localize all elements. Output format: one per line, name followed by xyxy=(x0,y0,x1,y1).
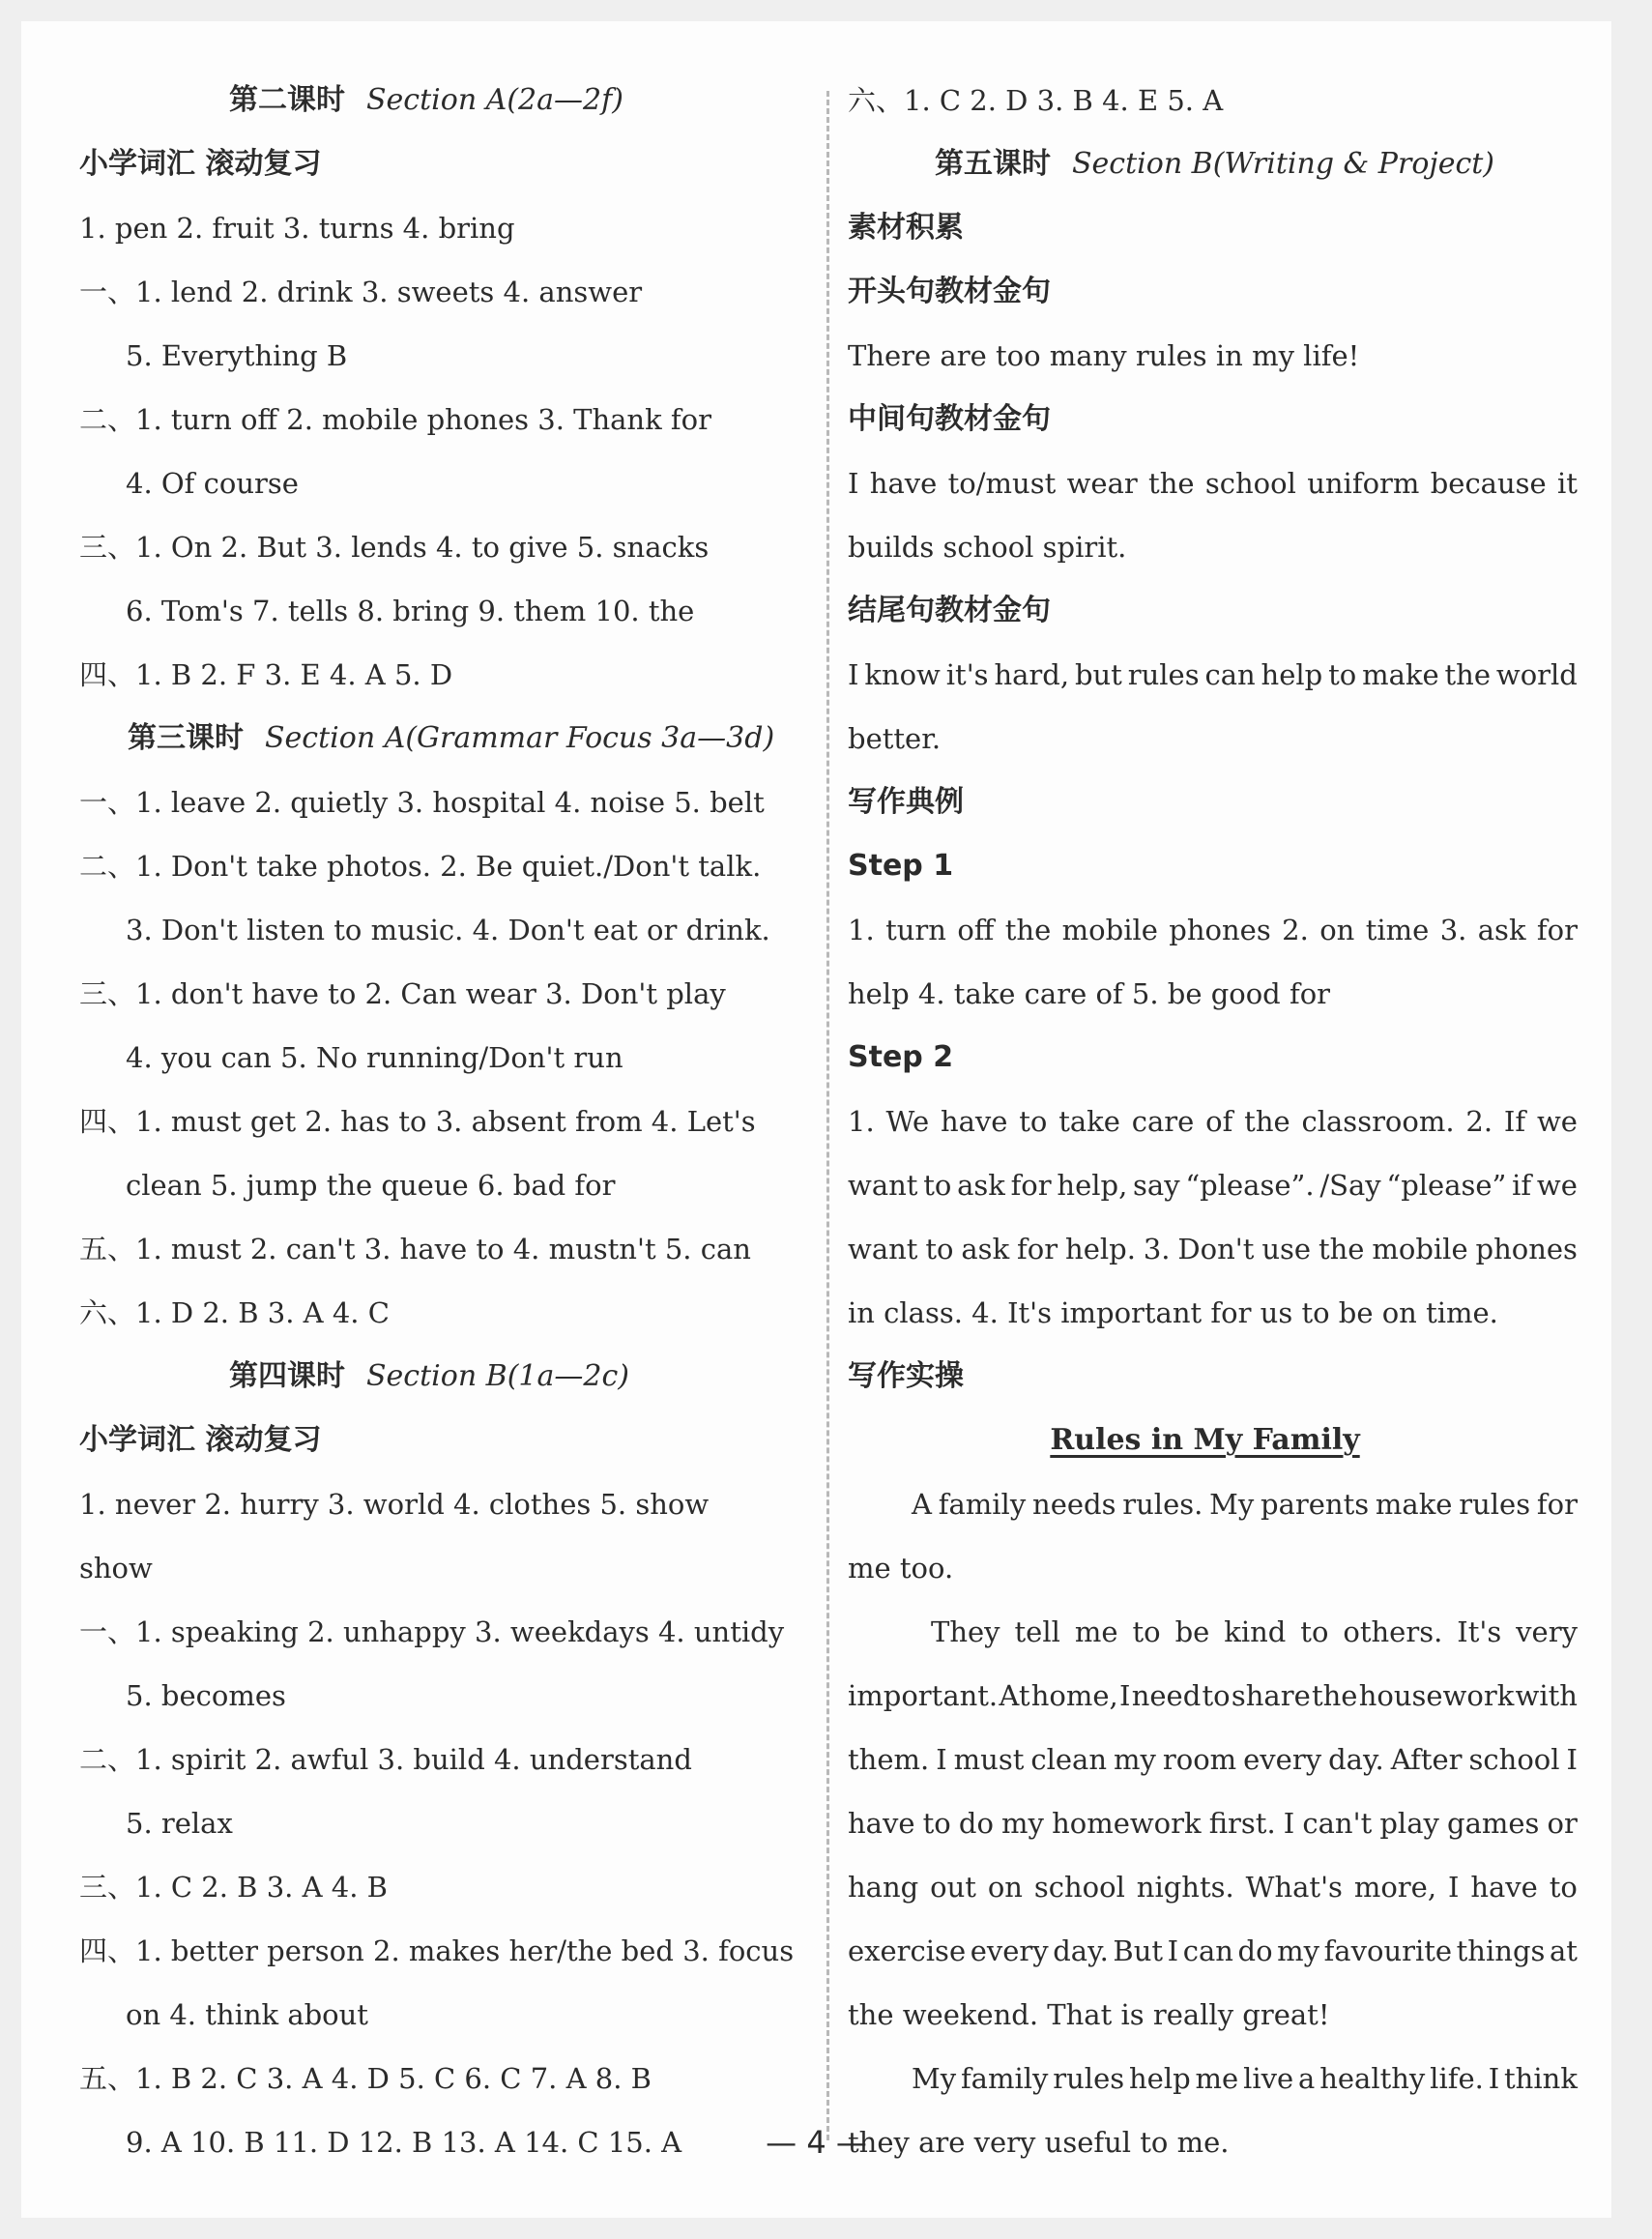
left-line: 三、1. don't have to 2. Can wear 3. Don't play xyxy=(79,977,726,1010)
word: My xyxy=(1209,1488,1255,1521)
word: make xyxy=(1375,1488,1453,1521)
word: wear xyxy=(1066,467,1138,500)
lesson-label: 第五课时 xyxy=(935,147,1051,181)
right-line xyxy=(848,1676,1578,1715)
right-line xyxy=(848,464,1578,503)
word: world xyxy=(1495,658,1578,691)
right-line xyxy=(848,1166,1578,1205)
word: My xyxy=(912,2062,957,2095)
word: 2. xyxy=(1465,1105,1493,1138)
word: for xyxy=(1536,914,1578,946)
word: for xyxy=(1017,1233,1058,1265)
word: needs xyxy=(1032,1488,1116,1521)
word: to xyxy=(923,1169,952,1202)
word: have xyxy=(848,1807,915,1840)
word: ask xyxy=(957,1169,1005,1202)
word: do xyxy=(958,1807,994,1840)
right-line: in class. 4. It's important for us to be on time. xyxy=(848,1296,1498,1329)
word: a xyxy=(1298,2062,1316,2095)
word: rules xyxy=(1053,2062,1125,2095)
word: “please”. xyxy=(1185,1169,1315,1202)
word: If xyxy=(1503,1105,1526,1138)
word: the xyxy=(1311,1679,1358,1712)
lesson-label: 第三课时 xyxy=(128,721,244,755)
section-label: Section B(Writing & Project) xyxy=(1072,147,1495,181)
word: with xyxy=(1515,1679,1578,1712)
word: school xyxy=(1033,1871,1125,1904)
word: I xyxy=(936,1743,947,1776)
lesson-heading xyxy=(128,719,774,758)
word: rules. xyxy=(1122,1488,1203,1521)
word: me xyxy=(1074,1615,1118,1648)
word: know xyxy=(864,658,941,691)
word: on xyxy=(987,1871,1023,1904)
word: play xyxy=(1379,1807,1439,1840)
word: ask xyxy=(1477,914,1526,946)
left-line: on 4. think about xyxy=(126,1998,368,2031)
section-heading: 小学词汇 滚动复习 xyxy=(79,147,322,181)
word: have xyxy=(940,1105,1008,1138)
word: I xyxy=(1566,1743,1578,1776)
right-line xyxy=(848,1230,1578,1268)
word: to xyxy=(925,1233,954,1265)
word: help xyxy=(1128,2062,1191,2095)
lesson-heading xyxy=(229,1357,629,1396)
word: kind xyxy=(1224,1615,1287,1648)
word: it's xyxy=(945,658,989,691)
word: for xyxy=(1536,1488,1578,1521)
section-label: Section A(Grammar Focus 3a—3d) xyxy=(265,721,775,755)
left-line: 一、1. lend 2. drink 3. sweets 4. answer xyxy=(79,276,643,308)
right-line xyxy=(931,1613,1578,1651)
word: use xyxy=(1261,1233,1312,1265)
word: the xyxy=(1244,1105,1290,1138)
left-line: 四、1. better person 2. makes her/the bed 3. focus xyxy=(79,1934,795,1967)
right-line xyxy=(848,655,1578,694)
word: turn xyxy=(885,914,946,946)
word: help, xyxy=(1057,1169,1128,1202)
right-line xyxy=(848,1932,1578,1970)
word: hang xyxy=(848,1871,919,1904)
left-line: 6. Tom's 7. tells 8. bring 9. them 10. the xyxy=(126,595,695,627)
word: think xyxy=(1504,2062,1578,2095)
word: day. xyxy=(1328,1743,1384,1776)
word: I xyxy=(848,658,859,691)
word: Don't xyxy=(1177,1233,1255,1265)
word: off xyxy=(957,914,995,946)
word: live xyxy=(1243,2062,1294,2095)
word: 3. xyxy=(1439,914,1467,946)
right-line xyxy=(848,1868,1578,1906)
word: I xyxy=(1283,1807,1295,1840)
section-heading: 素材积累 xyxy=(848,211,964,245)
word: it xyxy=(1557,467,1578,500)
word: but xyxy=(1074,658,1122,691)
left-line: clean 5. jump the queue 6. bad for xyxy=(126,1169,616,1202)
word: need xyxy=(1131,1679,1202,1712)
word: care xyxy=(1131,1105,1195,1138)
word: mobile xyxy=(1372,1233,1468,1265)
word: if xyxy=(1512,1169,1532,1202)
left-line: 二、1. turn off 2. mobile phones 3. Thank for xyxy=(79,403,711,436)
lesson-label: 第四课时 xyxy=(229,1359,345,1393)
right-line: There are too many rules in my life! xyxy=(848,339,1360,372)
word: of xyxy=(1205,1105,1233,1138)
right-line: they are very useful to me. xyxy=(848,2126,1230,2159)
word: room xyxy=(1162,1743,1237,1776)
word: do xyxy=(1237,1934,1273,1967)
right-line: me too. xyxy=(848,1552,954,1585)
word: It's xyxy=(1457,1615,1502,1648)
word: for xyxy=(1010,1169,1052,1202)
word: them. xyxy=(848,1743,930,1776)
left-line: 一、1. leave 2. quietly 3. hospital 4. noise 5. belt xyxy=(79,786,765,819)
word: be xyxy=(1174,1615,1210,1648)
word: What's xyxy=(1245,1871,1343,1904)
word: first. xyxy=(1208,1807,1276,1840)
word: must xyxy=(953,1743,1025,1776)
essay-title: Rules in My Family xyxy=(1050,1423,1360,1457)
word: out xyxy=(930,1871,976,1904)
word: exercise xyxy=(848,1934,967,1967)
section-label: Section A(2a—2f) xyxy=(366,83,623,117)
word: But xyxy=(1113,1934,1164,1967)
step-label: Step 1 xyxy=(848,849,954,883)
word: to/must xyxy=(947,467,1057,500)
word: mobile xyxy=(1061,914,1158,946)
step-label: Step 2 xyxy=(848,1040,954,1074)
column-divider xyxy=(826,91,829,2140)
word: At xyxy=(999,1679,1030,1712)
left-line: 三、1. On 2. But 3. lends 4. to give 5. snacks xyxy=(79,531,710,564)
word: have xyxy=(869,467,938,500)
word: my xyxy=(1277,1934,1319,1967)
section-heading: 开头句教材金句 xyxy=(848,275,1051,308)
word: say xyxy=(1133,1169,1180,1202)
right-line xyxy=(848,1740,1578,1779)
word: We xyxy=(885,1105,930,1138)
word: homework xyxy=(1052,1807,1202,1840)
word: 1. xyxy=(848,1105,875,1138)
left-line: 9. A 10. B 11. D 12. B 13. A 14. C 15. A xyxy=(126,2126,682,2159)
word: nights. xyxy=(1136,1871,1234,1904)
word: school xyxy=(1204,467,1296,500)
word: phones xyxy=(1169,914,1271,946)
left-line: 六、1. D 2. B 3. A 4. C xyxy=(79,1296,390,1329)
left-line: 5. becomes xyxy=(126,1679,286,1712)
section-heading: 中间句教材金句 xyxy=(848,402,1051,436)
word: every xyxy=(970,1934,1049,1967)
right-line: the weekend. That is really great! xyxy=(848,1998,1330,2031)
section-heading: 写作典例 xyxy=(848,785,964,819)
word: I xyxy=(1447,1871,1460,1904)
word: favourite xyxy=(1323,1934,1453,1967)
word: parents xyxy=(1261,1488,1370,1521)
word: uniform xyxy=(1307,467,1420,500)
left-line: 五、1. B 2. C 3. A 4. D 5. C 6. C 7. A 8. B xyxy=(79,2062,652,2095)
right-line xyxy=(848,1102,1578,1141)
word: 1. xyxy=(848,914,875,946)
left-line: 5. relax xyxy=(126,1807,233,1840)
right-line: 六、1. C 2. D 3. B 4. E 5. A xyxy=(848,84,1224,117)
word: school xyxy=(1468,1743,1560,1776)
word: “please” xyxy=(1386,1169,1507,1202)
word: we xyxy=(1536,1169,1578,1202)
word: every xyxy=(1243,1743,1322,1776)
word: housework xyxy=(1358,1679,1515,1712)
word: clean xyxy=(1030,1743,1108,1776)
word: I xyxy=(1118,1679,1131,1712)
word: help xyxy=(1261,658,1323,691)
word: my xyxy=(1001,1807,1044,1840)
right-line: builds school spirit. xyxy=(848,531,1127,564)
word: help. xyxy=(1065,1233,1136,1265)
word: others. xyxy=(1343,1615,1443,1648)
section-heading: 结尾句教材金句 xyxy=(848,594,1051,627)
word: or xyxy=(1547,1807,1578,1840)
word: A xyxy=(912,1488,932,1521)
section-label: Section B(1a—2c) xyxy=(366,1359,629,1393)
word: important. xyxy=(848,1679,999,1712)
word: my xyxy=(1114,1743,1156,1776)
word: want xyxy=(848,1233,918,1265)
word: family xyxy=(938,1488,1027,1521)
left-line: 1. never 2. hurry 3. world 4. clothes 5. show xyxy=(79,1488,710,1521)
right-line xyxy=(912,1485,1578,1524)
word: hard, xyxy=(994,658,1070,691)
word: ask xyxy=(961,1233,1010,1265)
left-line: 3. Don't listen to music. 4. Don't eat or drink. xyxy=(126,914,770,946)
left-line: 4. Of course xyxy=(126,467,299,500)
page-number: — 4 — xyxy=(766,2124,867,2161)
left-line: 4. you can 5. No running/Don't run xyxy=(126,1041,623,1074)
right-line: help 4. take care of 5. be good for xyxy=(848,977,1331,1010)
left-line: 5. Everything B xyxy=(126,339,348,372)
lesson-label: 第二课时 xyxy=(229,83,345,117)
word: make xyxy=(1362,658,1439,691)
left-line: 二、1. spirit 2. awful 3. build 4. understand xyxy=(79,1743,692,1776)
word: the xyxy=(1318,1233,1365,1265)
word: to xyxy=(1202,1679,1231,1712)
word: life. xyxy=(1430,2062,1484,2095)
answer-key-page xyxy=(21,21,1611,2218)
word: share xyxy=(1231,1679,1311,1712)
word: After xyxy=(1390,1743,1463,1776)
word: I xyxy=(848,467,859,500)
left-line: 三、1. C 2. B 3. A 4. B xyxy=(79,1871,388,1904)
right-line: better. xyxy=(848,722,942,755)
left-line: 二、1. Don't take photos. 2. Be quiet./Don't talk. xyxy=(79,850,762,883)
section-heading: 小学词汇 滚动复习 xyxy=(79,1423,322,1457)
right-line xyxy=(848,911,1578,949)
word: the xyxy=(1004,914,1052,946)
left-line: 五、1. must 2. can't 3. have to 4. mustn't 5. can xyxy=(79,1233,751,1265)
word: to xyxy=(1300,1615,1329,1648)
word: to xyxy=(1132,1615,1161,1648)
word: at xyxy=(1549,1934,1578,1967)
word: I xyxy=(1167,1934,1179,1967)
left-line: 一、1. speaking 2. unhappy 3. weekdays 4. untidy xyxy=(79,1615,785,1648)
word: me xyxy=(1195,2062,1239,2095)
section-heading: 写作实操 xyxy=(848,1359,964,1393)
word: classroom. xyxy=(1301,1105,1455,1138)
word: time xyxy=(1365,914,1430,946)
word: family xyxy=(960,2062,1049,2095)
word: phones xyxy=(1475,1233,1578,1265)
word: rules xyxy=(1127,658,1200,691)
left-line: show xyxy=(79,1552,153,1585)
word: can't xyxy=(1302,1807,1373,1840)
lesson-heading xyxy=(229,81,623,120)
word: They xyxy=(931,1615,1000,1648)
word: tell xyxy=(1014,1615,1060,1648)
word: to xyxy=(1019,1105,1048,1138)
word: take xyxy=(1058,1105,1120,1138)
word: healthy xyxy=(1319,2062,1426,2095)
left-line: 四、1. must get 2. has to 3. absent from 4. Let's xyxy=(79,1105,756,1138)
word: very xyxy=(1516,1615,1578,1648)
word: we xyxy=(1536,1105,1578,1138)
word: to xyxy=(1549,1871,1578,1904)
word: rules xyxy=(1459,1488,1531,1521)
word: I xyxy=(1488,2062,1500,2095)
word: home, xyxy=(1030,1679,1118,1712)
lesson-heading xyxy=(935,145,1494,184)
word: /Say xyxy=(1319,1169,1381,1202)
word: 2. xyxy=(1282,914,1309,946)
word: can xyxy=(1182,1934,1233,1967)
word: the xyxy=(1444,658,1492,691)
word: games xyxy=(1447,1807,1540,1840)
right-line xyxy=(912,2059,1578,2098)
word: day. xyxy=(1053,1934,1109,1967)
word: to xyxy=(1328,658,1357,691)
word: things xyxy=(1456,1934,1546,1967)
word: more, xyxy=(1353,1871,1437,1904)
right-line xyxy=(848,1804,1578,1843)
word: want xyxy=(848,1169,918,1202)
left-line: 四、1. B 2. F 3. E 4. A 5. D xyxy=(79,658,453,691)
word: can xyxy=(1204,658,1256,691)
word: to xyxy=(922,1807,951,1840)
word: because xyxy=(1430,467,1547,500)
word: on xyxy=(1319,914,1355,946)
word: have xyxy=(1470,1871,1538,1904)
word: the xyxy=(1148,467,1195,500)
left-line: 1. pen 2. fruit 3. turns 4. bring xyxy=(79,212,515,245)
word: 3. xyxy=(1143,1233,1171,1265)
